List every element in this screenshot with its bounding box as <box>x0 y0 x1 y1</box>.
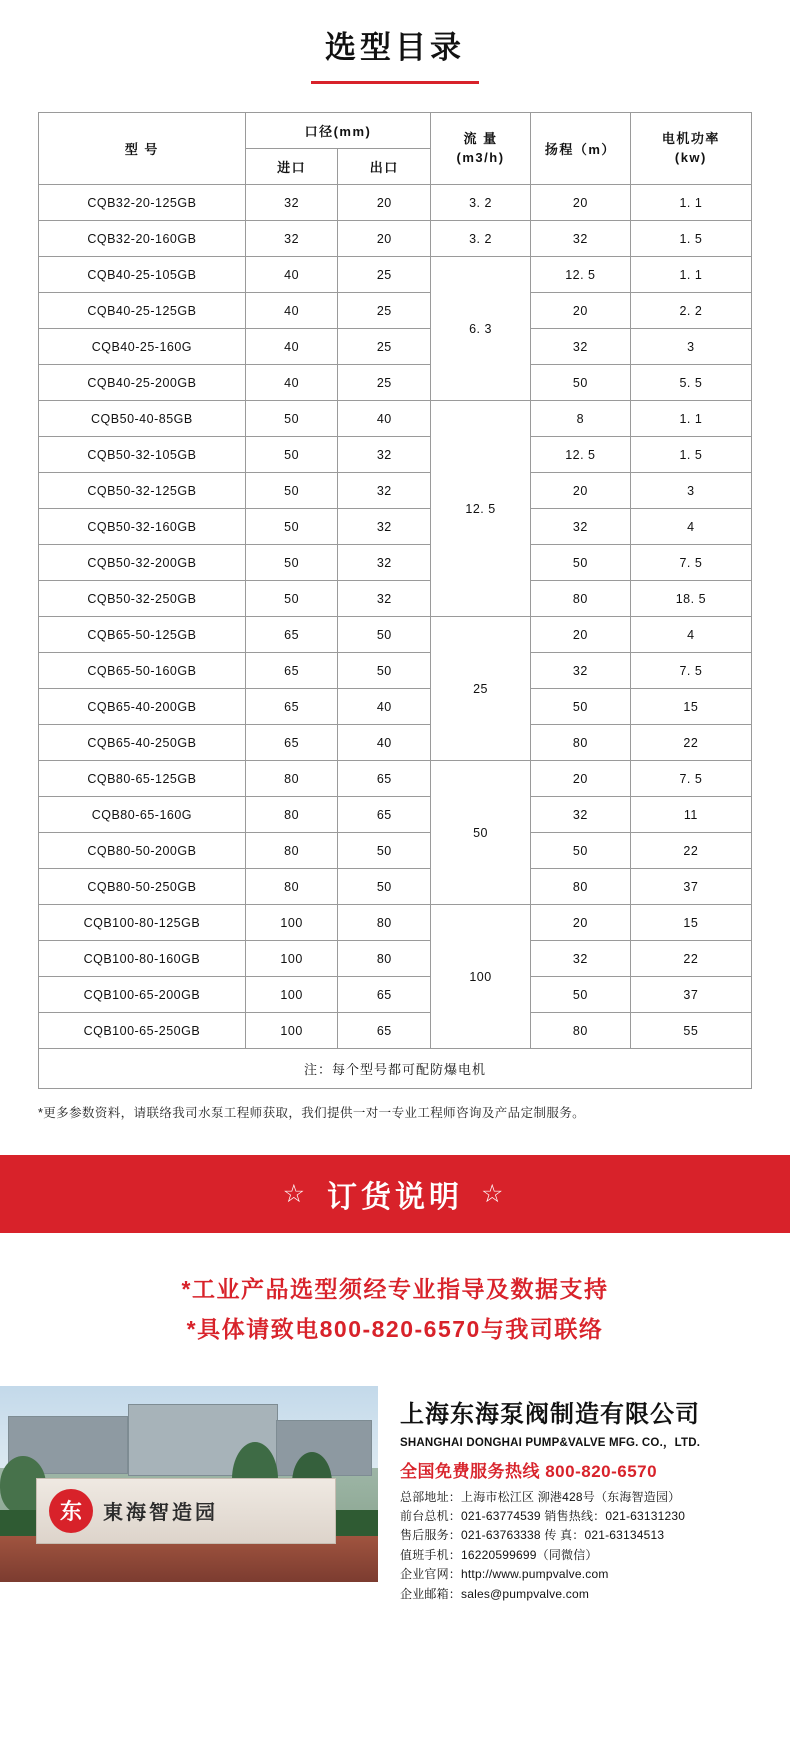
cell-outlet: 80 <box>338 905 431 941</box>
cell-model: CQB50-32-160GB <box>39 509 246 545</box>
table-row <box>39 221 752 257</box>
company-emblem-icon: 东 <box>49 1489 93 1533</box>
cell-inlet: 80 <box>245 797 338 833</box>
cell-power: 1. 5 <box>630 221 751 257</box>
cell-model: CQB100-80-160GB <box>39 941 246 977</box>
cell-outlet: 40 <box>338 401 431 437</box>
cell-inlet: 50 <box>245 581 338 617</box>
header-model: 型 号 <box>39 113 246 185</box>
cell-power: 55 <box>630 1013 751 1049</box>
cell-inlet: 40 <box>245 365 338 401</box>
cell-flow: 12. 5 <box>431 401 531 617</box>
cell-inlet: 65 <box>245 689 338 725</box>
cell-model: CQB40-25-160G <box>39 329 246 365</box>
cell-head: 8 <box>530 401 630 437</box>
header-power <box>630 113 751 185</box>
cell-outlet: 32 <box>338 437 431 473</box>
cell-inlet: 100 <box>245 905 338 941</box>
cell-inlet: 50 <box>245 509 338 545</box>
header-power-line1: 电机功率 <box>661 130 720 146</box>
order-banner-text: 订货说明 <box>327 1181 463 1214</box>
cell-outlet: 25 <box>338 365 431 401</box>
footer <box>0 1386 790 1631</box>
table-footer <box>39 1049 752 1089</box>
cell-power: 5. 5 <box>630 365 751 401</box>
cell-model: CQB80-65-125GB <box>39 761 246 797</box>
cell-inlet: 80 <box>245 833 338 869</box>
cell-head: 32 <box>530 221 630 257</box>
cell-outlet: 40 <box>338 689 431 725</box>
order-banner-inner <box>283 1172 508 1216</box>
table-row <box>39 293 752 329</box>
cell-model: CQB50-40-85GB <box>39 401 246 437</box>
cell-head: 50 <box>530 689 630 725</box>
cell-head: 32 <box>530 797 630 833</box>
cell-power: 2. 2 <box>630 293 751 329</box>
cell-power: 1. 5 <box>630 437 751 473</box>
company-contact-row: 值班手机：16220599699（同微信） <box>400 1547 598 1562</box>
cell-head: 20 <box>530 905 630 941</box>
order-note-line-1: *工业产品选型须经专业指导及数据支持 <box>181 1276 609 1302</box>
order-notes <box>0 1233 790 1386</box>
cell-head: 80 <box>530 869 630 905</box>
table-row <box>39 869 752 905</box>
company-info <box>378 1386 790 1605</box>
cell-head: 50 <box>530 365 630 401</box>
cell-head: 12. 5 <box>530 437 630 473</box>
company-contact-list <box>400 1488 776 1605</box>
cell-flow: 25 <box>431 617 531 761</box>
cell-power: 15 <box>630 689 751 725</box>
cell-model: CQB40-25-105GB <box>39 257 246 293</box>
cell-power: 4 <box>630 509 751 545</box>
cell-inlet: 50 <box>245 401 338 437</box>
cell-inlet: 40 <box>245 293 338 329</box>
table-row <box>39 185 752 221</box>
cell-outlet: 25 <box>338 293 431 329</box>
cell-flow: 100 <box>431 905 531 1049</box>
cell-outlet: 50 <box>338 653 431 689</box>
cell-model: CQB65-40-250GB <box>39 725 246 761</box>
cell-head: 80 <box>530 725 630 761</box>
table-row <box>39 473 752 509</box>
cell-flow: 6. 3 <box>431 257 531 401</box>
cell-power: 7. 5 <box>630 761 751 797</box>
table-row <box>39 797 752 833</box>
cell-outlet: 80 <box>338 941 431 977</box>
title-block <box>0 0 790 84</box>
cell-outlet: 32 <box>338 509 431 545</box>
cell-power: 3 <box>630 329 751 365</box>
cell-outlet: 20 <box>338 185 431 221</box>
cell-inlet: 65 <box>245 617 338 653</box>
cell-inlet: 65 <box>245 653 338 689</box>
cell-inlet: 65 <box>245 725 338 761</box>
table-row <box>39 257 752 293</box>
table-row <box>39 617 752 653</box>
cell-outlet: 32 <box>338 581 431 617</box>
cell-model: CQB80-50-200GB <box>39 833 246 869</box>
header-head: 扬程（m） <box>530 113 630 185</box>
cell-inlet: 100 <box>245 941 338 977</box>
cell-inlet: 32 <box>245 221 338 257</box>
cell-power: 3 <box>630 473 751 509</box>
table-body <box>39 185 752 1049</box>
cell-inlet: 80 <box>245 869 338 905</box>
table-row <box>39 941 752 977</box>
cell-model: CQB50-32-105GB <box>39 437 246 473</box>
cell-head: 12. 5 <box>530 257 630 293</box>
company-contact-row: 前台总机：021-63774539 销售热线：021-63131230 <box>400 1508 686 1523</box>
cell-power: 1. 1 <box>630 185 751 221</box>
table-row <box>39 545 752 581</box>
cell-model: CQB65-50-125GB <box>39 617 246 653</box>
cell-model: CQB32-20-160GB <box>39 221 246 257</box>
table-row <box>39 977 752 1013</box>
cell-power: 7. 5 <box>630 545 751 581</box>
company-hotline: 全国免费服务热线 800-820-6570 <box>400 1461 658 1481</box>
table-row <box>39 761 752 797</box>
cell-inlet: 40 <box>245 329 338 365</box>
table-header-row-1 <box>39 113 752 149</box>
cell-outlet: 20 <box>338 221 431 257</box>
cell-inlet: 80 <box>245 761 338 797</box>
header-flow-line1: 流 量 <box>463 130 498 146</box>
cell-head: 20 <box>530 293 630 329</box>
cell-power: 4 <box>630 617 751 653</box>
cell-power: 22 <box>630 833 751 869</box>
cell-model: CQB100-80-125GB <box>39 905 246 941</box>
cell-outlet: 65 <box>338 797 431 833</box>
table-row <box>39 689 752 725</box>
cell-model: CQB80-65-160G <box>39 797 246 833</box>
photo-signage-stone <box>36 1478 336 1544</box>
cell-model: CQB50-32-250GB <box>39 581 246 617</box>
page-title: 选型目录 <box>325 30 465 65</box>
cell-power: 11 <box>630 797 751 833</box>
cell-outlet: 32 <box>338 473 431 509</box>
cell-head: 32 <box>530 941 630 977</box>
cell-model: CQB40-25-125GB <box>39 293 246 329</box>
table-row <box>39 365 752 401</box>
header-inlet: 进口 <box>245 149 338 185</box>
table-note-row <box>39 1049 752 1089</box>
footnote: *更多参数资料，请联络我司水泵工程师获取，我们提供一对一专业工程师咨询及产品定制服务。 <box>38 1106 586 1120</box>
header-bore-group: 口径(mm) <box>245 113 430 149</box>
cell-power: 1. 1 <box>630 401 751 437</box>
order-banner <box>0 1155 790 1233</box>
header-flow-line2: (m3/h) <box>456 149 505 165</box>
table-row <box>39 437 752 473</box>
cell-model: CQB80-50-250GB <box>39 869 246 905</box>
table-row <box>39 581 752 617</box>
cell-outlet: 65 <box>338 977 431 1013</box>
table-row <box>39 725 752 761</box>
spec-table-wrapper <box>0 84 790 1089</box>
cell-power: 18. 5 <box>630 581 751 617</box>
cell-inlet: 50 <box>245 437 338 473</box>
cell-head: 20 <box>530 761 630 797</box>
cell-model: CQB50-32-125GB <box>39 473 246 509</box>
photo-signage-text: 東海智造园 <box>103 1502 218 1524</box>
cell-model: CQB100-65-200GB <box>39 977 246 1013</box>
cell-outlet: 65 <box>338 1013 431 1049</box>
cell-head: 50 <box>530 977 630 1013</box>
cell-outlet: 50 <box>338 869 431 905</box>
cell-head: 32 <box>530 509 630 545</box>
cell-head: 50 <box>530 545 630 581</box>
table-row <box>39 653 752 689</box>
cell-inlet: 100 <box>245 1013 338 1049</box>
cell-power: 22 <box>630 941 751 977</box>
order-note-line-2: *具体请致电800-820-6570与我司联络 <box>186 1316 604 1343</box>
cell-head: 50 <box>530 833 630 869</box>
star-icon-left: ☆ <box>282 1180 309 1208</box>
cell-power: 15 <box>630 905 751 941</box>
factory-photo <box>0 1386 378 1582</box>
cell-power: 1. 1 <box>630 257 751 293</box>
table-row <box>39 509 752 545</box>
header-power-line2: (kw) <box>674 149 707 165</box>
cell-flow: 3. 2 <box>431 185 531 221</box>
cell-head: 20 <box>530 185 630 221</box>
cell-inlet: 100 <box>245 977 338 1013</box>
cell-model: CQB65-50-160GB <box>39 653 246 689</box>
cell-inlet: 40 <box>245 257 338 293</box>
table-row <box>39 1013 752 1049</box>
company-contact-row: 企业邮箱：sales@pumpvalve.com <box>400 1586 590 1601</box>
cell-model: CQB50-32-200GB <box>39 545 246 581</box>
cell-inlet: 50 <box>245 473 338 509</box>
table-row <box>39 833 752 869</box>
cell-model: CQB100-65-250GB <box>39 1013 246 1049</box>
cell-power: 22 <box>630 725 751 761</box>
cell-head: 32 <box>530 329 630 365</box>
cell-outlet: 65 <box>338 761 431 797</box>
cell-inlet: 50 <box>245 545 338 581</box>
cell-head: 80 <box>530 1013 630 1049</box>
cell-outlet: 25 <box>338 257 431 293</box>
table-header <box>39 113 752 185</box>
cell-outlet: 50 <box>338 833 431 869</box>
company-name-cn: 上海东海泵阀制造有限公司 <box>400 1400 700 1428</box>
company-name-en: SHANGHAI DONGHAI PUMP&VALVE MFG. CO.，LTD. <box>400 1436 701 1449</box>
cell-power: 7. 5 <box>630 653 751 689</box>
star-icon-right: ☆ <box>481 1180 508 1208</box>
cell-model: CQB32-20-125GB <box>39 185 246 221</box>
table-row <box>39 329 752 365</box>
header-outlet: 出口 <box>338 149 431 185</box>
cell-outlet: 32 <box>338 545 431 581</box>
cell-inlet: 32 <box>245 185 338 221</box>
cell-head: 20 <box>530 617 630 653</box>
table-note: 注：每个型号都可配防爆电机 <box>39 1049 752 1089</box>
cell-head: 32 <box>530 653 630 689</box>
cell-flow: 3. 2 <box>431 221 531 257</box>
company-contact-row: 售后服务：021-63763338 传 真：021-63134513 <box>400 1528 665 1543</box>
cell-head: 80 <box>530 581 630 617</box>
cell-power: 37 <box>630 869 751 905</box>
header-flow <box>431 113 531 185</box>
cell-outlet: 50 <box>338 617 431 653</box>
spec-table <box>38 112 752 1089</box>
cell-model: CQB65-40-200GB <box>39 689 246 725</box>
cell-head: 20 <box>530 473 630 509</box>
company-contact-row: 总部地址：上海市松江区 泖港428号（东海智造园） <box>400 1489 681 1504</box>
cell-outlet: 40 <box>338 725 431 761</box>
table-row <box>39 905 752 941</box>
cell-power: 37 <box>630 977 751 1013</box>
table-row <box>39 401 752 437</box>
cell-outlet: 25 <box>338 329 431 365</box>
cell-flow: 50 <box>431 761 531 905</box>
company-contact-row: 企业官网：http://www.pumpvalve.com <box>400 1567 609 1582</box>
cell-model: CQB40-25-200GB <box>39 365 246 401</box>
